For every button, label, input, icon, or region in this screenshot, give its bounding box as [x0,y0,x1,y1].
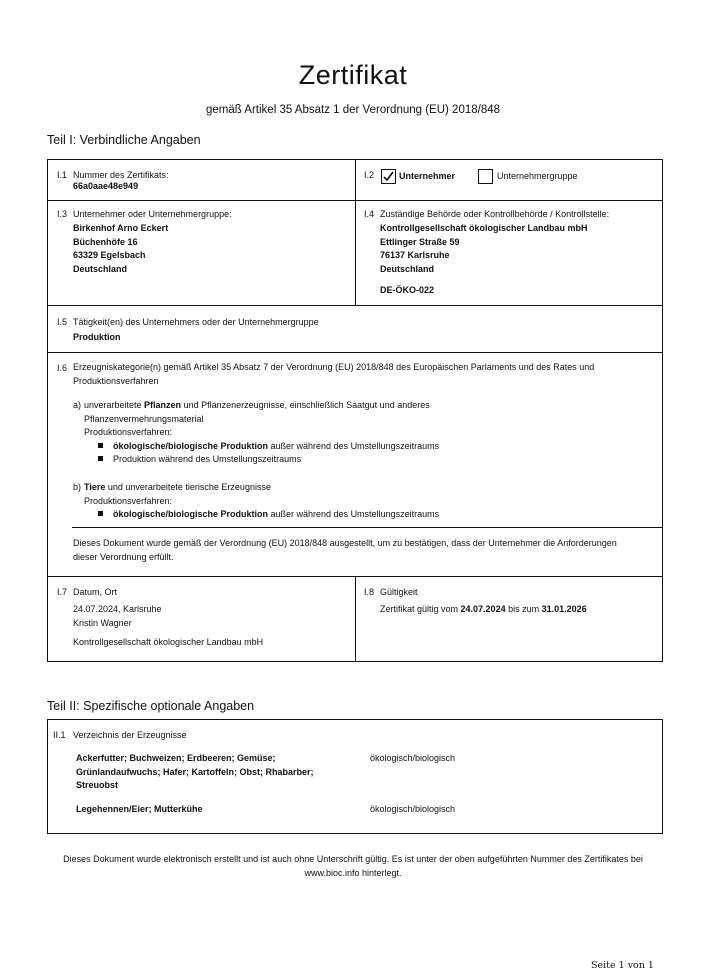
category-b-text: Tiere und unverarbeitete tierische Erzeugnisse [84,482,271,492]
bullet-icon [98,456,103,461]
product-list-item: Legehennen/Eier; Mutterkühe [76,804,203,814]
field-number: I.3 [57,209,68,219]
operator-country: Deutschland [73,263,128,274]
product-list-label: Verzeichnis der Erzeugnisse [73,730,187,740]
date-place-value: 24.07.2024, Karlsruhe [73,604,162,614]
validity-period: Zertifikat gültig vom 24.07.2024 bis zum 31.01.2026 [380,604,587,614]
category-b-marker: b) [73,482,82,492]
checkmark-icon [382,170,395,183]
authority-code: DE-ÖKO-022 [380,285,435,295]
date-place-label: Datum, Ort [73,587,118,597]
category-a-marker: a) [73,400,82,410]
activity-value: Produktion [73,332,121,342]
operator-city: 63329 Egelsbach [73,250,146,260]
category-label-cont: Produktionsverfahren [73,375,159,386]
product-list-item: Grünlandaufwuchs; Hafer; Kartoffeln; Obst; Rhabarber; [76,766,314,777]
authority-name: Kontrollgesellschaft ökologischer Landbau mbH [380,223,588,233]
column-divider [355,576,356,662]
field-number: II.1 [53,730,66,740]
category-label: Erzeugniskategorie(n) gemäß Artikel 35 Absatz 7 der Verordnung (EU) 2018/848 des Europäischen Parlaments und des Rates und [73,362,595,372]
authority-country: Deutschland [380,263,435,274]
operator-street: Büchenhöfe 16 [73,236,138,247]
authority-street: Ettlinger Straße 59 [380,236,460,247]
category-b-process-label: Produktionsverfahren: [84,495,173,506]
divider [47,305,663,306]
field-number: I.1 [57,170,68,180]
authority-city: 76137 Karlsruhe [380,250,450,260]
operator-name: Birkenhof Arno Eckert [73,223,169,233]
footer-note [40,852,666,880]
product-list-item: Ackerfutter; Buchweizen; Erdbeeren; Gemüse; [76,753,276,763]
validity-label: Gültigkeit [380,587,418,597]
part2-heading: Teil II: Spezifische optionale Angaben [47,699,255,713]
field-number: I.5 [57,317,68,327]
operator-group-checkbox [478,169,493,184]
authority-label: Zuständige Behörde oder Kontrollbehörde / Kontrollstelle: [380,209,610,219]
operator-checkbox [381,169,396,184]
certificate-number-label: Nummer des Zertifikats: [73,170,169,180]
divider [72,527,663,528]
document-title: Zertifikat [298,60,408,90]
part1-heading: Teil I: Verbindliche Angaben [47,133,201,147]
category-a-process-label: Produktionsverfahren: [84,427,173,437]
page-number: Seite 1 von 1 [591,960,654,971]
conformity-statement-cont: dieser Verordnung erfüllt. [73,551,174,562]
operator-label: Unternehmer oder Unternehmergruppe: [73,209,232,219]
field-number: I.2 [364,170,375,180]
activity-label: Tätigkeit(en) des Unternehmers oder der Unternehmergruppe [73,317,319,327]
document-subtitle: gemäß Artikel 35 Absatz 1 der Verordnung (EU) 2018/848 [205,104,501,116]
product-status: ökologisch/biologisch [370,804,456,814]
product-status: ökologisch/biologisch [370,753,456,763]
signatory-name: Kristin Wagner [73,617,132,628]
operator-group-option: Unternehmergruppe [497,171,578,181]
field-number: I.7 [57,587,68,597]
field-number: I.8 [364,587,375,597]
category-b-bullet: ökologische/biologische Produktion außer während des Umstellungszeitraums [98,508,439,522]
divider [47,352,663,353]
column-divider [355,159,356,305]
field-number: I.6 [57,363,68,373]
product-list-item: Streuobst [76,780,119,790]
category-a-bullet: ökologische/biologische Produktion außer während des Umstellungszeitraums [98,440,439,454]
operator-option: Unternehmer [399,171,456,181]
category-a-text: unverarbeitete Pflanzen und Pflanzenerzeugnisse, einschließlich Saatgut und anderes [84,400,430,410]
field-number: I.4 [364,209,375,219]
issuing-organisation: Kontrollgesellschaft ökologischer Landbau mbH [73,637,264,647]
footer-note-line: www.bioc.info hinterlegt. [304,868,402,878]
conformity-statement: Dieses Dokument wurde gemäß der Verordnung (EU) 2018/848 ausgestellt, um zu bestätigen, dass der Unternehmer die Anforderungen [73,538,617,548]
category-a-text-cont: Pflanzenvermehrungsmaterial [84,413,204,424]
bullet-icon [98,511,103,516]
bullet-icon [98,443,103,448]
footer-note-line: Dieses Dokument wurde elektronisch erstellt und ist auch ohne Unterschrift gültig. Es ist unter der oben aufgeführten Nummer des Zertifikates bei [63,854,643,864]
category-a-bullet: Produktion während des Umstellungszeitraums [98,453,301,467]
certificate-number: 66a0aae48e949 [73,181,139,191]
